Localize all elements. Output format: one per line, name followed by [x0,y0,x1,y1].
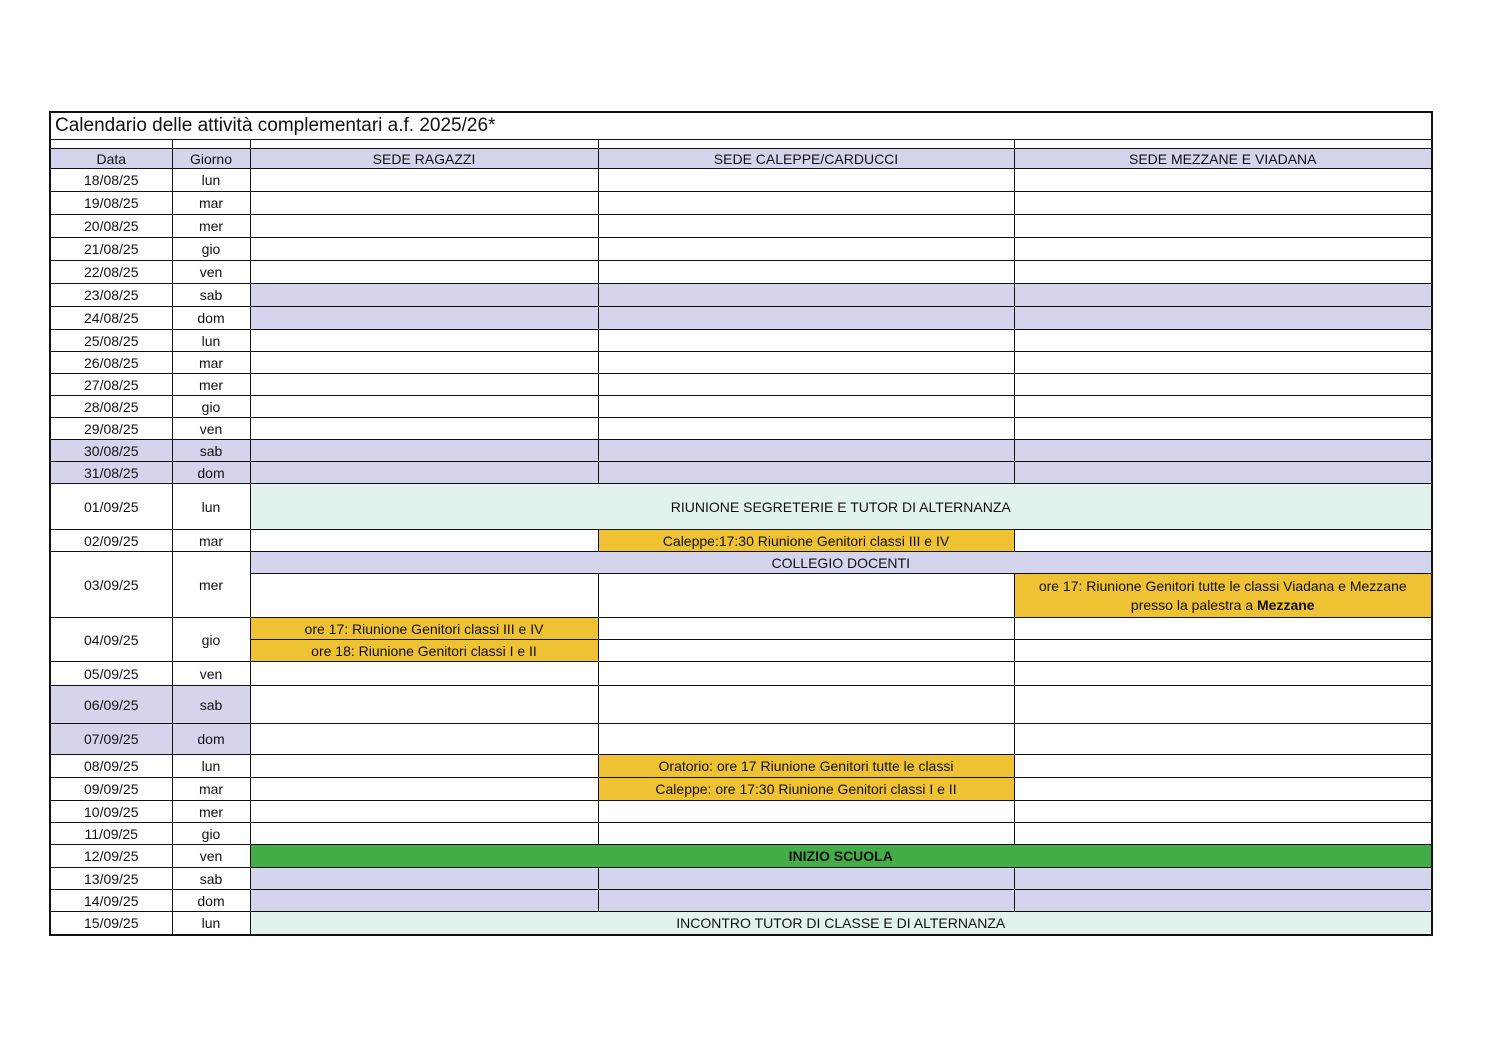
cell-mezzane [1014,662,1431,686]
event-caleppe-genitori-I-II: Caleppe: ore 17:30 Riunione Genitori classi I e II [598,778,1014,801]
spacer-cell [172,140,250,149]
event-incontro-tutor: INCONTRO TUTOR DI CLASSE E DI ALTERNANZA [250,912,1431,934]
date-cell: 22/08/25 [51,261,172,284]
cell-mezzane [1014,284,1431,307]
day-cell: mer [172,374,250,396]
table-row-weekend [51,462,1431,484]
date-cell: 29/08/25 [51,418,172,440]
cell-mezzane [1014,440,1431,462]
cell-mezzane [1014,778,1431,801]
day-cell: dom [172,890,250,912]
day-cell: gio [172,238,250,261]
cell-ragazzi [250,530,598,552]
cell-caleppe [598,215,1014,238]
header-spacer-row [51,140,1431,149]
date-cell: 18/08/25 [51,169,172,192]
cell-ragazzi [250,307,598,330]
cell-ragazzi [250,778,598,801]
cell-mezzane [1014,238,1431,261]
cell-caleppe [598,418,1014,440]
table-row [51,640,1431,662]
day-cell: lun [172,484,250,530]
event-ragazzi-genitori-III-IV: ore 17: Riunione Genitori classi III e IV [250,618,598,640]
date-cell: 07/09/25 [51,724,172,755]
cell-caleppe [598,192,1014,215]
cell-mezzane [1014,374,1431,396]
date-cell: 02/09/25 [51,530,172,552]
cell-mezzane [1014,686,1431,724]
cell-caleppe [598,307,1014,330]
date-cell: 20/08/25 [51,215,172,238]
cell-caleppe [598,330,1014,352]
cell-caleppe [598,261,1014,284]
cell-caleppe [598,686,1014,724]
cell-mezzane [1014,618,1431,640]
date-cell: 19/08/25 [51,192,172,215]
cell-ragazzi [250,284,598,307]
cell-ragazzi [250,169,598,192]
event-oratorio-genitori: Oratorio: ore 17 Riunione Genitori tutte le classi [598,755,1014,778]
cell-mezzane [1014,352,1431,374]
cell-mezzane [1014,801,1431,823]
cell-ragazzi [250,662,598,686]
spacer-cell [598,140,1014,149]
day-cell: mar [172,778,250,801]
date-cell: 27/08/25 [51,374,172,396]
calendar-sheet [49,111,1433,936]
table-row-weekend [51,686,1431,724]
day-cell: gio [172,823,250,845]
table-row-weekend [51,307,1431,330]
cell-mezzane [1014,396,1431,418]
date-cell: 01/09/25 [51,484,172,530]
date-cell: 21/08/25 [51,238,172,261]
cell-mezzane [1014,418,1431,440]
table-row-weekend [51,440,1431,462]
column-header-sede-ragazzi: SEDE RAGAZZI [250,149,598,169]
cell-mezzane [1014,530,1431,552]
table-row [51,574,1431,618]
day-cell: mer [172,215,250,238]
cell-caleppe [598,462,1014,484]
event-inizio-scuola: INIZIO SCUOLA [250,845,1431,868]
table-row [51,215,1431,238]
cell-ragazzi [250,574,598,618]
day-cell: sab [172,284,250,307]
date-cell: 09/09/25 [51,778,172,801]
cell-mezzane [1014,215,1431,238]
day-cell: mer [172,552,250,618]
day-cell: ven [172,662,250,686]
cell-ragazzi [250,890,598,912]
cell-mezzane [1014,169,1431,192]
column-header-day: Giorno [172,149,250,169]
cell-ragazzi [250,330,598,352]
cell-ragazzi [250,418,598,440]
table-row [51,618,1431,640]
cell-ragazzi [250,192,598,215]
date-cell: 24/08/25 [51,307,172,330]
day-cell: mar [172,530,250,552]
calendar-title: Calendario delle attività complementari a.f. 2025/26* [51,113,1431,140]
date-cell: 06/09/25 [51,686,172,724]
cell-caleppe [598,574,1014,618]
table-row [51,374,1431,396]
cell-ragazzi [250,374,598,396]
table-row [51,801,1431,823]
date-cell: 03/09/25 [51,552,172,618]
cell-mezzane [1014,640,1431,662]
date-cell: 15/09/25 [51,912,172,934]
day-cell: lun [172,755,250,778]
cell-caleppe [598,801,1014,823]
event-mezzane-line-2: presso la palestra a [1130,596,1254,613]
day-cell: dom [172,462,250,484]
cell-mezzane [1014,462,1431,484]
cell-caleppe [598,169,1014,192]
table-row [51,418,1431,440]
cell-ragazzi [250,396,598,418]
cell-caleppe [598,284,1014,307]
spacer-cell [1014,140,1431,149]
table-row [51,552,1431,574]
date-cell: 25/08/25 [51,330,172,352]
day-cell: sab [172,686,250,724]
cell-caleppe [598,618,1014,640]
table-row-weekend [51,724,1431,755]
table-row [51,169,1431,192]
day-cell: gio [172,618,250,662]
event-mezzane-genitori [1014,574,1431,618]
cell-mezzane [1014,330,1431,352]
table-row [51,530,1431,552]
day-cell: ven [172,261,250,284]
spacer-cell [51,140,172,149]
date-cell: 11/09/25 [51,823,172,845]
cell-mezzane [1014,261,1431,284]
date-cell: 04/09/25 [51,618,172,662]
day-cell: sab [172,868,250,890]
cell-ragazzi [250,261,598,284]
table-row [51,845,1431,868]
cell-mezzane [1014,823,1431,845]
day-cell: mar [172,352,250,374]
table-row [51,912,1431,934]
header-row [51,149,1431,169]
date-cell: 31/08/25 [51,462,172,484]
table-row-weekend [51,284,1431,307]
table-row [51,352,1431,374]
cell-caleppe [598,868,1014,890]
event-collegio-docenti: COLLEGIO DOCENTI [250,552,1431,574]
cell-caleppe [598,440,1014,462]
cell-ragazzi [250,755,598,778]
table-row [51,330,1431,352]
day-cell: mer [172,801,250,823]
cell-caleppe [598,238,1014,261]
event-mezzane-line-1: ore 17: Riunione Genitori tutte le classi Viadana e Mezzane [1038,577,1407,594]
day-cell: sab [172,440,250,462]
cell-caleppe [598,662,1014,686]
cell-ragazzi [250,686,598,724]
calendar-table [51,140,1431,934]
cell-ragazzi [250,440,598,462]
cell-mezzane [1014,724,1431,755]
table-row [51,662,1431,686]
cell-caleppe [598,823,1014,845]
table-row [51,261,1431,284]
day-cell: dom [172,307,250,330]
cell-caleppe [598,640,1014,662]
cell-ragazzi [250,801,598,823]
date-cell: 05/09/25 [51,662,172,686]
day-cell: ven [172,418,250,440]
cell-ragazzi [250,823,598,845]
date-cell: 26/08/25 [51,352,172,374]
event-ragazzi-genitori-I-II: ore 18: Riunione Genitori classi I e II [250,640,598,662]
day-cell: gio [172,396,250,418]
table-row-weekend [51,868,1431,890]
date-cell: 10/09/25 [51,801,172,823]
event-caleppe-genitori-III-IV: Caleppe:17:30 Riunione Genitori classi III e IV [598,530,1014,552]
day-cell: dom [172,724,250,755]
day-cell: mar [172,192,250,215]
table-row [51,823,1431,845]
date-cell: 30/08/25 [51,440,172,462]
date-cell: 13/09/25 [51,868,172,890]
column-header-date: Data [51,149,172,169]
spacer-cell [250,140,598,149]
column-header-sede-caleppe: SEDE CALEPPE/CARDUCCI [598,149,1014,169]
date-cell: 23/08/25 [51,284,172,307]
cell-caleppe [598,352,1014,374]
date-cell: 08/09/25 [51,755,172,778]
cell-ragazzi [250,868,598,890]
cell-mezzane [1014,755,1431,778]
cell-mezzane [1014,890,1431,912]
cell-ragazzi [250,238,598,261]
event-mezzane-location: Mezzane [1257,596,1315,613]
event-riunione-segreterie: RIUNIONE SEGRETERIE E TUTOR DI ALTERNANZA [250,484,1431,530]
cell-caleppe [598,374,1014,396]
date-cell: 14/09/25 [51,890,172,912]
day-cell: ven [172,845,250,868]
date-cell: 12/09/25 [51,845,172,868]
cell-caleppe [598,724,1014,755]
table-row [51,396,1431,418]
cell-ragazzi [250,215,598,238]
cell-caleppe [598,396,1014,418]
table-row [51,192,1431,215]
cell-mezzane [1014,868,1431,890]
cell-ragazzi [250,352,598,374]
cell-mezzane [1014,307,1431,330]
table-row [51,484,1431,530]
cell-ragazzi [250,462,598,484]
table-row-weekend [51,890,1431,912]
day-cell: lun [172,912,250,934]
table-row [51,238,1431,261]
cell-ragazzi [250,724,598,755]
date-cell: 28/08/25 [51,396,172,418]
table-row [51,778,1431,801]
cell-caleppe [598,890,1014,912]
column-header-sede-mezzane: SEDE MEZZANE E VIADANA [1014,149,1431,169]
cell-mezzane [1014,192,1431,215]
day-cell: lun [172,169,250,192]
table-row [51,755,1431,778]
day-cell: lun [172,330,250,352]
